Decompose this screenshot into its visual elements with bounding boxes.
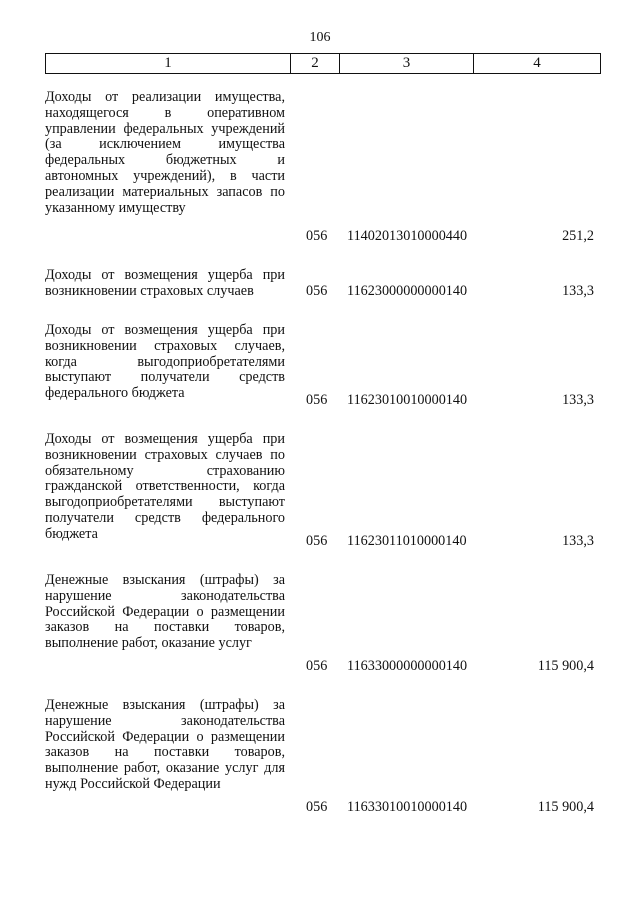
admin-code: 056 [306, 533, 328, 550]
table-row [45, 268, 596, 300]
column-header-4: 4 [474, 54, 601, 74]
amount-value: 133,3 [562, 392, 594, 409]
budget-classification-code: 11633000000000140 [347, 658, 468, 675]
column-header-row [46, 54, 601, 74]
column-header-1: 1 [46, 54, 291, 74]
row-description: Денежные взыскания (штрафы) за нарушение законодательства Российской Федерации о размещении заказов на поставки товаров, выполнение работ, оказание услуг [45, 572, 285, 652]
admin-code: 056 [306, 392, 328, 409]
admin-code: 056 [306, 228, 328, 245]
column-header-table [45, 53, 601, 74]
row-description: Доходы от возмещения ущерба при возникновении страховых случаев [45, 267, 285, 299]
page-number: 106 [309, 30, 331, 45]
row-description: Доходы от возмещения ущерба при возникновении страховых случаев, когда выгодоприобретателями выступают получатели средств федерального бюджета [45, 322, 285, 402]
column-header-3: 3 [340, 54, 474, 74]
table-row [45, 573, 596, 675]
table-row [45, 432, 596, 550]
admin-code: 056 [306, 799, 328, 816]
budget-classification-code: 11623010010000140 [347, 392, 468, 409]
budget-classification-code: 11633010010000140 [347, 799, 468, 816]
amount-value: 115 900,4 [537, 799, 594, 816]
table-row [45, 698, 596, 816]
table-row [45, 323, 596, 409]
budget-classification-code: 11623000000000140 [347, 283, 468, 300]
table-row [45, 90, 596, 245]
row-description: Доходы от реализации имущества, находящегося в оперативном управлении федеральных учреждений (за исключением имущества федеральных бюджетных и автономных учреждений), в части реализации материальных запасов по указанному имуществу [45, 89, 285, 216]
row-description: Доходы от возмещения ущерба при возникновении страховых случаев по обязательному страхованию гражданской ответственности, когда выгодоприобретателями выступают получатели средств федерального бюджета [45, 431, 285, 542]
admin-code: 056 [306, 283, 328, 300]
budget-classification-code: 11402013010000440 [347, 228, 468, 245]
budget-classification-code: 11623011010000140 [347, 533, 467, 550]
column-header-2: 2 [291, 54, 340, 74]
amount-value: 133,3 [562, 283, 594, 300]
row-description: Денежные взыскания (штрафы) за нарушение законодательства Российской Федерации о размещении заказов на поставки товаров, выполнение работ, оказание услуг для нужд Российской Федерации [45, 697, 285, 792]
amount-value: 115 900,4 [537, 658, 594, 675]
amount-value: 251,2 [562, 228, 594, 245]
amount-value: 133,3 [562, 533, 594, 550]
admin-code: 056 [306, 658, 328, 675]
